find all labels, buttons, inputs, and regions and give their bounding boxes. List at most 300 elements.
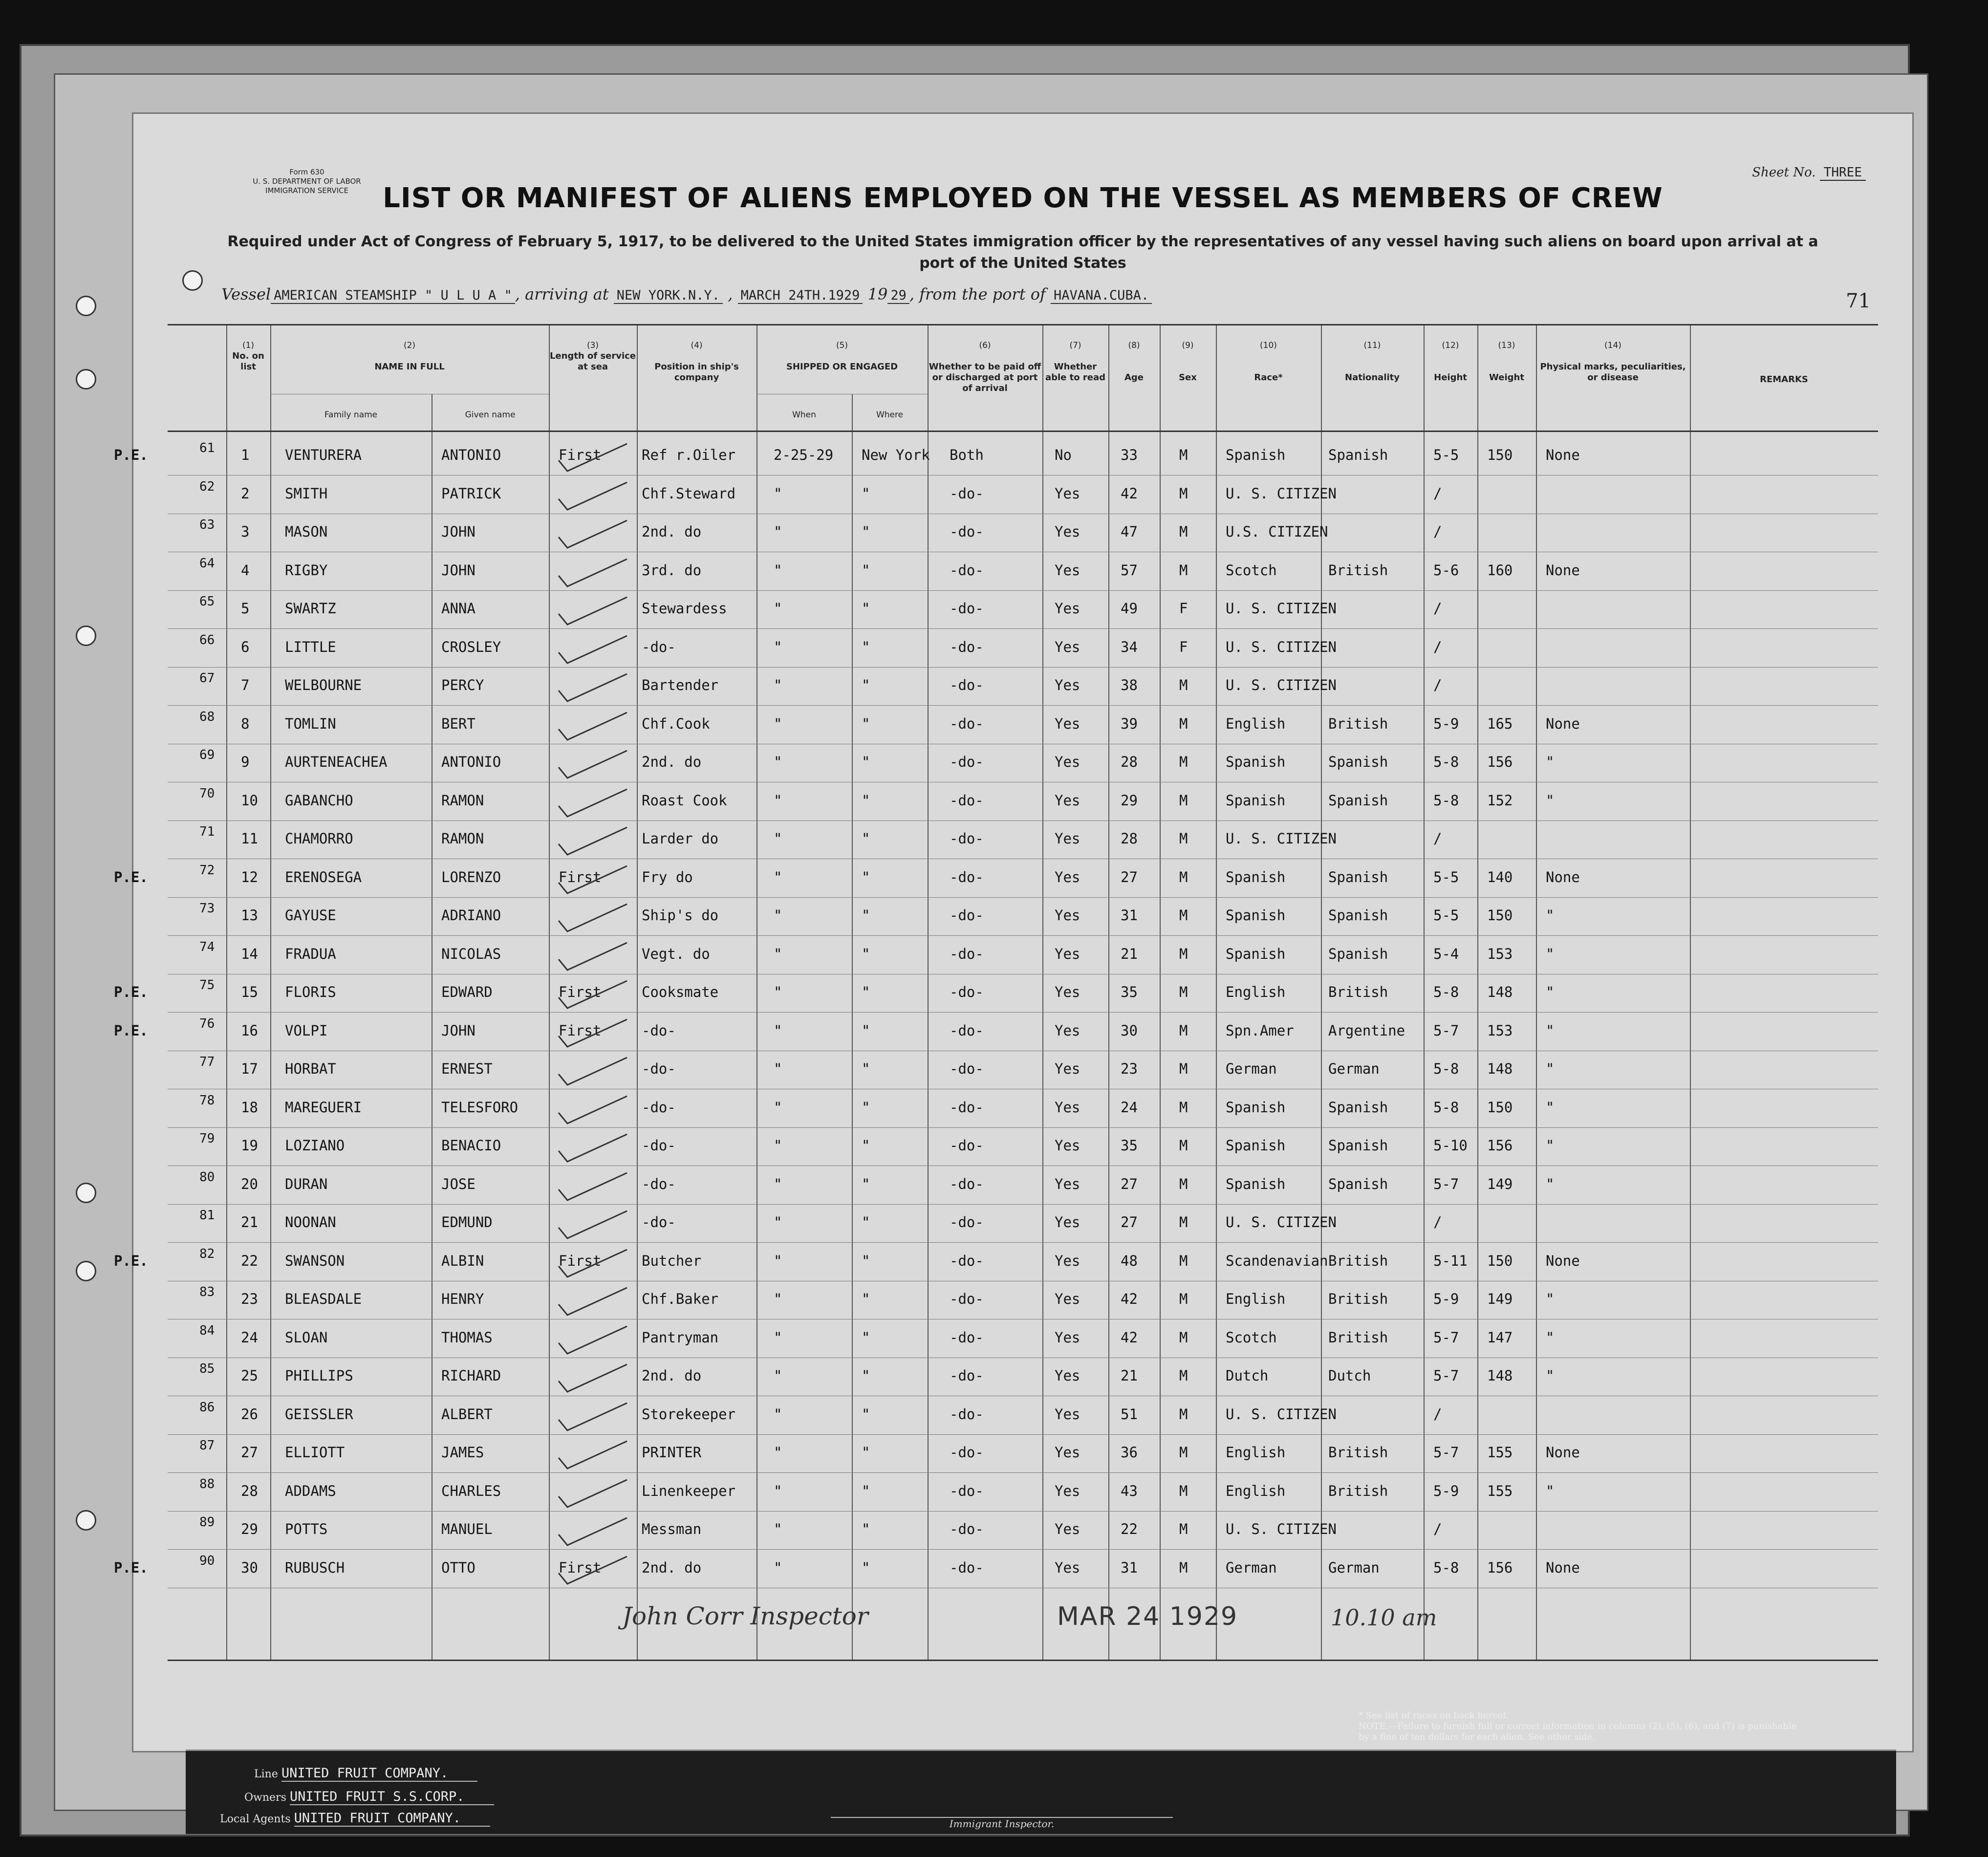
table-row [168, 1512, 1878, 1550]
check-mark-icon [554, 1515, 632, 1549]
form-number: Form 630 [289, 168, 324, 176]
paid-off: -do- [950, 1214, 984, 1231]
weight: 149 [1487, 1175, 1513, 1192]
check-mark-icon [554, 671, 632, 705]
able-to-read: Yes [1055, 638, 1080, 655]
position: Stewardess [642, 600, 727, 617]
sheet-seq: 81 [199, 1208, 215, 1223]
check-mark-icon [554, 748, 632, 782]
paid-off: -do- [950, 1252, 984, 1269]
table-row [168, 783, 1878, 821]
shipped-when: " [774, 1482, 782, 1499]
race: U. S. CITIZEN [1226, 1214, 1337, 1231]
physical-marks: " [1546, 1329, 1555, 1346]
race: Spanish [1226, 754, 1286, 770]
shipped-when: " [774, 1405, 782, 1423]
row-rule [168, 897, 1878, 898]
row-rule [168, 1434, 1878, 1435]
check-mark-icon [554, 824, 632, 859]
age: 34 [1121, 638, 1138, 655]
age: 42 [1121, 1291, 1138, 1307]
arrival-year: 29 [887, 288, 909, 304]
table-row [114, 438, 1878, 476]
position: -do- [642, 638, 676, 655]
sex: M [1179, 830, 1188, 847]
sheet-seq: 83 [199, 1285, 215, 1299]
shipped-where: " [862, 1329, 870, 1346]
date-stamp: MAR 24 1929 [1057, 1602, 1238, 1631]
sheet-seq: 64 [199, 556, 215, 571]
no-cell: 20 [241, 1175, 258, 1192]
no-cell: 25 [241, 1367, 258, 1384]
paid-off: -do- [950, 600, 984, 617]
no-cell: 11 [241, 830, 258, 847]
shipped-where: New York [862, 447, 930, 463]
sheet-seq: 68 [199, 709, 215, 724]
check-mark-icon [554, 1477, 632, 1511]
pe-mark: P.E. [114, 1252, 148, 1269]
physical-marks: " [1546, 1291, 1555, 1307]
shipped-when: " [774, 600, 782, 617]
able-to-read: Yes [1055, 1060, 1080, 1077]
sheet-seq: 78 [199, 1093, 215, 1108]
age: 35 [1121, 984, 1138, 1000]
given-name: ANTONIO [441, 447, 501, 463]
no-cell: 3 [241, 523, 250, 540]
physical-marks: " [1546, 1175, 1555, 1192]
check-mark-icon [554, 1093, 632, 1127]
shipped-when: " [774, 1175, 782, 1192]
sheet-seq: 72 [199, 863, 215, 878]
shipped-where: " [862, 1099, 870, 1116]
age: 29 [1121, 792, 1138, 809]
position: Roast Cook [642, 792, 727, 809]
nationality: Spanish [1328, 447, 1388, 463]
race: Scotch [1226, 561, 1277, 579]
height: 5-10 [1433, 1137, 1468, 1154]
sex: M [1179, 561, 1188, 579]
check-mark-icon [554, 1170, 632, 1204]
race: U.S. CITIZEN [1226, 523, 1328, 540]
height: 5-7 [1433, 1022, 1459, 1039]
header-weight: (13) Weight [1489, 341, 1524, 383]
table-row [168, 1282, 1878, 1320]
owners-value: UNITED FRUIT S.S.CORP. [290, 1789, 494, 1805]
sex: M [1179, 1367, 1188, 1384]
given-name: JOSE [441, 1175, 475, 1192]
height: 5-8 [1433, 1559, 1459, 1576]
note-races: * See list of races on back hereof. [1359, 1710, 1509, 1721]
age: 38 [1121, 677, 1138, 693]
sex: M [1179, 485, 1188, 502]
nationality: Spanish [1328, 754, 1388, 770]
paid-off: -do- [950, 1405, 984, 1423]
sex: F [1179, 600, 1188, 617]
sheet-seq: 85 [199, 1361, 215, 1376]
shipped-when: " [774, 1022, 782, 1039]
shipped-when: " [774, 868, 782, 885]
nationality: British [1328, 1252, 1388, 1269]
check-mark-icon [554, 556, 632, 590]
no-cell: 22 [241, 1252, 258, 1269]
able-to-read: Yes [1055, 1367, 1080, 1384]
table-row [168, 1090, 1878, 1128]
shipped-when: " [774, 677, 782, 693]
paid-off: -do- [950, 677, 984, 693]
age: 28 [1121, 754, 1138, 770]
position: -do- [642, 1099, 676, 1116]
weight: 147 [1487, 1329, 1513, 1346]
table-row [168, 1397, 1878, 1435]
given-name: MANUEL [441, 1521, 493, 1537]
row-rule [168, 1012, 1878, 1013]
sheet-seq: 90 [199, 1553, 215, 1568]
sheet-seq: 88 [199, 1476, 215, 1491]
physical-marks: None [1546, 868, 1580, 885]
no-cell: 28 [241, 1482, 258, 1499]
height: 5-5 [1433, 868, 1459, 885]
nationality: German [1328, 1559, 1380, 1576]
table-row [114, 1551, 1878, 1589]
from-label: , from the port of [909, 285, 1046, 303]
no-cell: 29 [241, 1521, 258, 1537]
header-remarks: REMARKS [1760, 374, 1808, 385]
age: 31 [1121, 907, 1138, 924]
physical-marks: " [1546, 1022, 1555, 1039]
nationality: Spanish [1328, 1137, 1388, 1154]
header-race: (10) Race* [1254, 341, 1283, 383]
age: 28 [1121, 830, 1138, 847]
header-where: Where [876, 410, 904, 420]
sex: M [1179, 447, 1188, 463]
page-subtitle: Required under Act of Congress of February 5, 1917, to be delivered to the United States immigration officer by the representatives of any vessel having such aliens on board upon arrival at a port of the United States [227, 233, 1818, 272]
sheet-seq: 62 [199, 479, 215, 494]
family-name: SWANSON [285, 1252, 345, 1269]
service-length: First [559, 447, 602, 463]
family-name: BLEASDALE [285, 1291, 362, 1307]
row-rule [168, 1549, 1878, 1550]
nationality: Spanish [1328, 945, 1388, 962]
shipped-where: " [862, 1175, 870, 1192]
sheet-seq: 75 [199, 978, 215, 993]
sheet-seq: 65 [199, 594, 215, 609]
position: Larder do [642, 830, 719, 847]
weight: 140 [1487, 868, 1513, 885]
age: 51 [1121, 1405, 1138, 1423]
able-to-read: Yes [1055, 868, 1080, 885]
position: Chf.Baker [642, 1291, 719, 1307]
physical-marks: None [1546, 1559, 1580, 1576]
shipped-where: " [862, 945, 870, 962]
height: 5-7 [1433, 1175, 1459, 1192]
shipped-when: " [774, 1099, 782, 1116]
paid-off: -do- [950, 754, 984, 770]
age: 36 [1121, 1444, 1138, 1461]
paid-off: -do- [950, 638, 984, 655]
able-to-read: No [1055, 447, 1072, 463]
paid-off: -do- [950, 1022, 984, 1039]
shipped-when: " [774, 945, 782, 962]
weight: 148 [1487, 1367, 1513, 1384]
table-row [168, 937, 1878, 975]
sex: M [1179, 1559, 1188, 1576]
nationality: British [1328, 715, 1388, 732]
page-number: 71 [1846, 290, 1871, 312]
race: U. S. CITIZEN [1226, 485, 1337, 502]
physical-marks: None [1546, 561, 1580, 579]
race: German [1226, 1559, 1277, 1576]
height: 5-9 [1433, 1482, 1459, 1499]
departure-port: HAVANA.CUBA. [1051, 288, 1152, 304]
age: 24 [1121, 1099, 1138, 1116]
table-row [168, 515, 1878, 553]
given-name: LORENZO [441, 868, 501, 885]
table-row [168, 707, 1878, 745]
weight: 148 [1487, 984, 1513, 1000]
header-shipped: (5) SHIPPED OR ENGAGED [786, 341, 898, 372]
given-name: CROSLEY [441, 638, 501, 655]
footer-notes [1359, 1710, 1798, 1743]
no-cell: 24 [241, 1329, 258, 1346]
nationality: British [1328, 1291, 1388, 1307]
family-name: RIGBY [285, 561, 328, 579]
table-row [168, 668, 1878, 706]
punch-hole [76, 626, 96, 646]
family-name: CHAMORRO [285, 830, 353, 847]
no-cell: 10 [241, 792, 258, 809]
race: U. S. CITIZEN [1226, 1405, 1337, 1423]
no-cell: 14 [241, 945, 258, 962]
physical-marks: " [1546, 1060, 1555, 1077]
service-length: First [559, 1022, 602, 1039]
table-row [114, 975, 1878, 1013]
shipped-when: " [774, 523, 782, 540]
check-mark-icon [554, 1438, 632, 1472]
race: U. S. CITIZEN [1226, 830, 1337, 847]
shipped-where: " [862, 485, 870, 502]
shipped-when: " [774, 1559, 782, 1576]
height: 5-7 [1433, 1329, 1459, 1346]
shipped-where: " [862, 561, 870, 579]
sheet-seq: 87 [199, 1438, 215, 1453]
table-row [168, 1474, 1878, 1512]
paid-off: -do- [950, 1521, 984, 1537]
given-name: RICHARD [441, 1367, 501, 1384]
no-cell: 9 [241, 754, 250, 770]
age: 21 [1121, 945, 1138, 962]
no-cell: 4 [241, 561, 250, 579]
header-rule [168, 431, 1878, 432]
sheet-seq: 74 [199, 939, 215, 954]
able-to-read: Yes [1055, 1521, 1080, 1537]
row-rule [168, 628, 1878, 629]
age: 49 [1121, 600, 1138, 617]
physical-marks: " [1546, 1367, 1555, 1384]
no-cell: 13 [241, 907, 258, 924]
sex: M [1179, 907, 1188, 924]
shipped-when: " [774, 1444, 782, 1461]
given-name: NICOLAS [441, 945, 501, 962]
sex: M [1179, 868, 1188, 885]
weight: 153 [1487, 945, 1513, 962]
sex: M [1179, 523, 1188, 540]
check-mark-icon [554, 901, 632, 935]
check-mark-icon [554, 1323, 632, 1358]
shipped-when: " [774, 561, 782, 579]
paid-off: -do- [950, 485, 984, 502]
row-rule [168, 590, 1878, 591]
age: 31 [1121, 1559, 1138, 1576]
shipped-where: " [862, 1482, 870, 1499]
family-name: PHILLIPS [285, 1367, 353, 1384]
race: Dutch [1226, 1367, 1269, 1384]
header-height: (12) Height [1434, 341, 1467, 383]
position: Linenkeeper [642, 1482, 736, 1499]
vessel-label: Vessel [221, 285, 271, 303]
no-cell: 12 [241, 868, 258, 885]
given-name: ANNA [441, 600, 475, 617]
table-row [114, 860, 1878, 898]
position: Storekeeper [642, 1405, 736, 1423]
physical-marks: " [1546, 792, 1555, 809]
shipped-where: " [862, 1252, 870, 1269]
service-length: First [559, 868, 602, 885]
family-name: SMITH [285, 485, 328, 502]
department: U. S. DEPARTMENT OF LABOR [253, 177, 361, 186]
given-name: BERT [441, 715, 475, 732]
physical-marks: " [1546, 754, 1555, 770]
header-name: (2) NAME IN FULL [374, 341, 445, 372]
able-to-read: Yes [1055, 561, 1080, 579]
family-name: GABANCHO [285, 792, 353, 809]
position: 2nd. do [642, 1367, 702, 1384]
race: U. S. CITIZEN [1226, 638, 1337, 655]
nationality: British [1328, 1329, 1388, 1346]
shipped-where: " [862, 754, 870, 770]
check-mark-icon [554, 441, 632, 475]
race: English [1226, 715, 1286, 732]
paid-off: -do- [950, 715, 984, 732]
shipped-where: " [862, 984, 870, 1000]
table-row [168, 1128, 1878, 1166]
position: 3rd. do [642, 561, 702, 579]
sheet-seq: 77 [199, 1055, 215, 1069]
no-cell: 8 [241, 715, 250, 732]
given-name: JOHN [441, 1022, 475, 1039]
physical-marks: " [1546, 1099, 1555, 1116]
height: / [1433, 677, 1442, 693]
no-cell: 26 [241, 1405, 258, 1423]
race: English [1226, 1482, 1286, 1499]
position: Bartender [642, 677, 719, 693]
position: Chf.Cook [642, 715, 710, 732]
check-mark-icon [554, 1016, 632, 1051]
given-name: JOHN [441, 561, 475, 579]
age: 27 [1121, 868, 1138, 885]
height: 5-5 [1433, 907, 1459, 924]
row-rule [168, 1242, 1878, 1243]
position: Pantryman [642, 1329, 719, 1346]
sex: M [1179, 1444, 1188, 1461]
sex: M [1179, 1137, 1188, 1154]
shipped-where: " [862, 830, 870, 847]
height: / [1433, 485, 1442, 502]
height: / [1433, 1214, 1442, 1231]
sex: M [1179, 1099, 1188, 1116]
sex: F [1179, 638, 1188, 655]
nationality: Dutch [1328, 1367, 1371, 1384]
able-to-read: Yes [1055, 984, 1080, 1000]
check-mark-icon [554, 1554, 632, 1588]
race: Spn.Amer [1226, 1022, 1294, 1039]
shipped-when: " [774, 1367, 782, 1384]
physical-marks: " [1546, 907, 1555, 924]
sheet-seq: 70 [199, 786, 215, 801]
shipped-when: " [774, 754, 782, 770]
position: Ref r.Oiler [642, 447, 736, 463]
sheet-label: Sheet No. [1752, 165, 1816, 180]
height: 5-8 [1433, 792, 1459, 809]
able-to-read: Yes [1055, 1482, 1080, 1499]
paid-off: -do- [950, 1444, 984, 1461]
able-to-read: Yes [1055, 1022, 1080, 1039]
no-cell: 23 [241, 1291, 258, 1307]
position: -do- [642, 1137, 676, 1154]
shipped-where: " [862, 715, 870, 732]
shipped-when: " [774, 485, 782, 502]
nationality: British [1328, 984, 1388, 1000]
family-name: FRADUA [285, 945, 336, 962]
age: 30 [1121, 1022, 1138, 1039]
no-cell: 27 [241, 1444, 258, 1461]
pe-mark: P.E. [114, 868, 148, 885]
given-name: TELESFORO [441, 1099, 519, 1116]
check-mark-icon [554, 1055, 632, 1089]
race: Spanish [1226, 792, 1286, 809]
nationality: German [1328, 1060, 1380, 1077]
service-length: First [559, 1559, 602, 1576]
given-name: JAMES [441, 1444, 484, 1461]
sheet-value: THREE [1820, 165, 1866, 181]
header-nationality: (11) Nationality [1345, 341, 1400, 383]
shipped-where: " [862, 1214, 870, 1231]
height: / [1433, 1405, 1442, 1423]
paid-off: -do- [950, 561, 984, 579]
table-row [114, 1244, 1878, 1282]
sheet-seq: 71 [199, 824, 215, 839]
sex: M [1179, 1329, 1188, 1346]
check-mark-icon [554, 479, 632, 514]
nationality: Spanish [1328, 1175, 1388, 1192]
shipped-where: " [862, 1559, 870, 1576]
weight: 156 [1487, 754, 1513, 770]
year-prefix: 19 [867, 285, 888, 303]
physical-marks: " [1546, 1137, 1555, 1154]
sex: M [1179, 754, 1188, 770]
able-to-read: Yes [1055, 1559, 1080, 1576]
no-cell: 16 [241, 1022, 258, 1039]
table-row [168, 745, 1878, 783]
age: 27 [1121, 1214, 1138, 1231]
family-name: HORBAT [285, 1060, 336, 1077]
sex: M [1179, 1482, 1188, 1499]
age: 42 [1121, 485, 1138, 502]
no-cell: 19 [241, 1137, 258, 1154]
shipped-when: " [774, 715, 782, 732]
header-sex: (9) Sex [1179, 341, 1197, 383]
physical-marks: " [1546, 945, 1555, 962]
position: Cooksmate [642, 984, 719, 1000]
